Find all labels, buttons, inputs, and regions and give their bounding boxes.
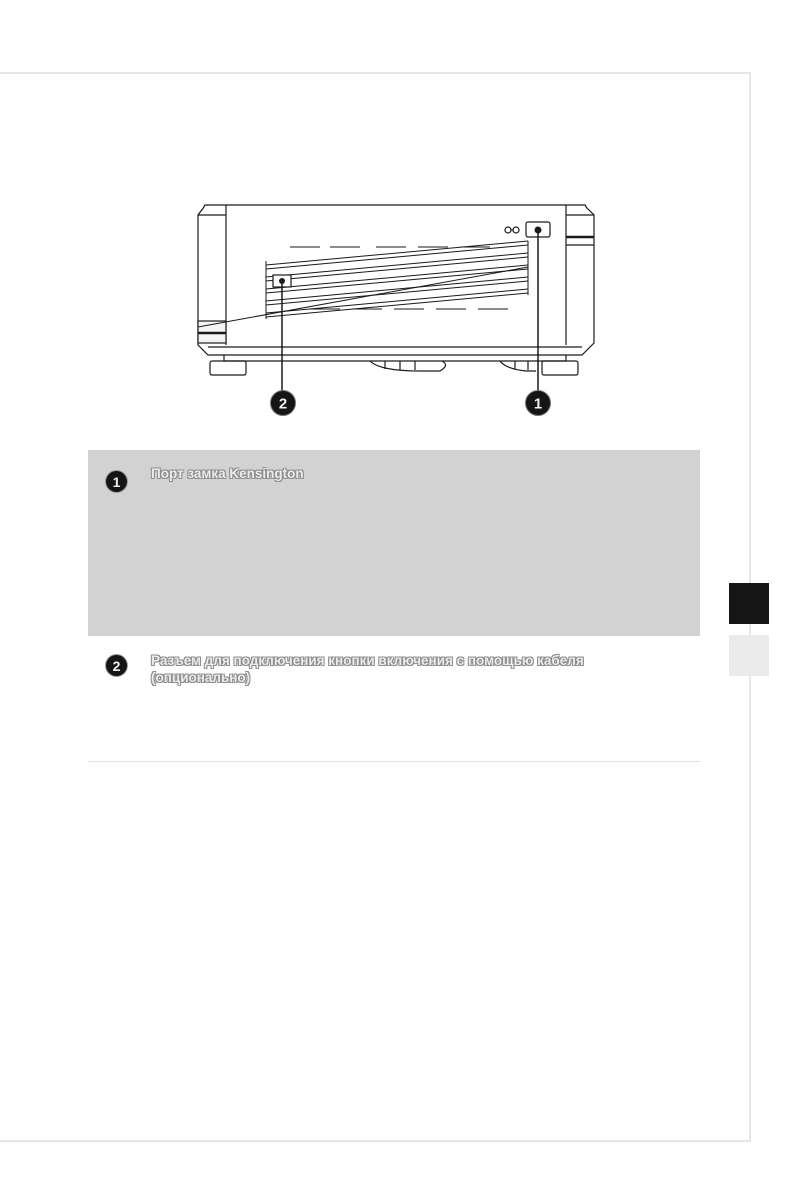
item-label: Разъем для подключения кнопки включения с помощью кабеля (опционально) — [151, 653, 584, 685]
item-label: Порт замка Kensington — [151, 466, 304, 481]
device-rear-illustration — [180, 195, 610, 425]
svg-text:1: 1 — [533, 395, 543, 413]
callout-2 — [271, 391, 296, 416]
table-row — [88, 636, 700, 762]
item-number-badge: 2 — [106, 655, 127, 676]
kensington-lock-icon — [505, 227, 519, 233]
table-row — [88, 450, 700, 636]
callout-1 — [526, 391, 551, 416]
language-tab-inactive — [729, 635, 769, 676]
item-number-badge: 1 — [106, 471, 127, 492]
port-description-table — [88, 450, 700, 762]
language-tab-active — [729, 583, 769, 624]
svg-text:2: 2 — [278, 395, 288, 413]
